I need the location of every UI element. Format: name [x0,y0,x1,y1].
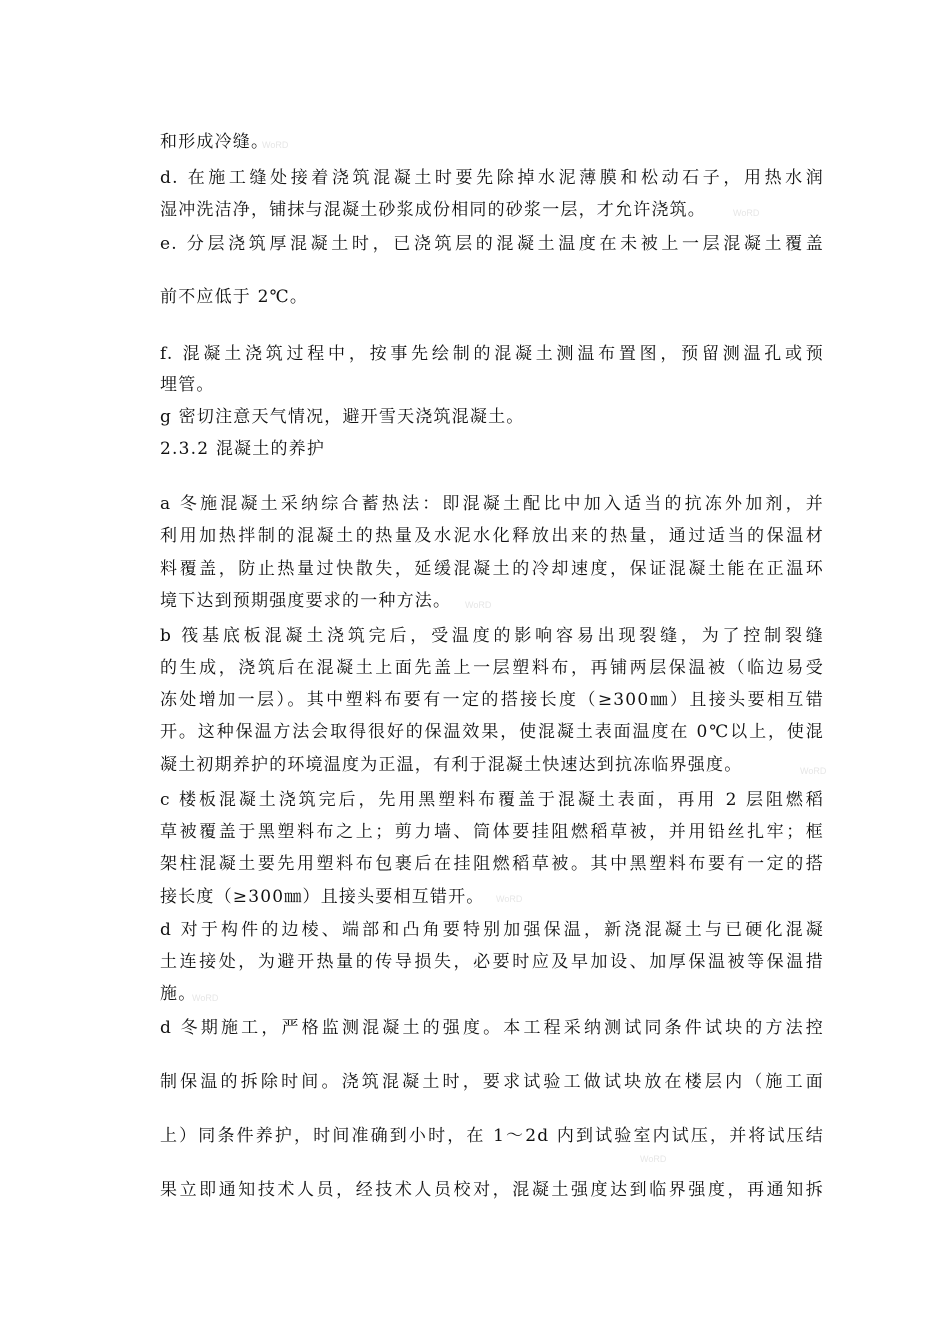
text-line: e. 分层浇筑厚混凝土时，已浇筑层的混凝土温度在未被上一层混凝土覆盖 [160,234,824,254]
text-line: 的生成，浇筑后在混凝土上面先盖上一层塑料布，再铺两层保温被（临边易受 [160,658,824,678]
text-line: 上）同条件养护，时间准确到小时，在 1～2d 内到试验室内试压，并将试压结 [160,1126,824,1146]
text-line: 架柱混凝土要先用塑料布包裹后在挂阻燃稻草被。其中黑塑料布要有一定的搭 [160,854,824,874]
text-line: 果立即通知技术人员，经技术人员校对，混凝土强度达到临界强度，再通知拆 [160,1180,824,1200]
watermark-text: WoRD [733,208,760,218]
text-line: f. 混凝土浇筑过程中，按事先绘制的混凝土测温布置图，预留测温孔或预 [160,344,824,364]
watermark-text: WoRD [465,600,492,610]
text-line: d. 在施工缝处接着浇筑混凝土时要先除掉水泥薄膜和松动石子，用热水润 [160,168,824,188]
text-line: 湿冲洗洁净，铺抹与混凝土砂浆成份相同的砂浆一层，才允许浇筑。 [160,200,706,220]
watermark-text: WoRD [496,894,523,904]
text-line: b 筏基底板混凝土浇筑完后，受温度的影响容易出现裂缝，为了控制裂缝 [160,626,824,646]
text-line: 草被覆盖于黑塑料布之上；剪力墙、筒体要挂阻燃稻草被，并用铅丝扎牢；框 [160,822,824,842]
section-heading: 2.3.2 混凝土的养护 [160,439,326,459]
watermark-text: WoRD [800,766,827,776]
text-line: 料覆盖，防止热量过快散失，延缓混凝土的冷却速度，保证混凝土能在正温环 [160,559,824,579]
watermark-text: WoRD [640,1154,667,1164]
text-line: 埋管。 [160,375,215,395]
text-line: 利用加热拌制的混凝土的热量及水泥水化释放出来的热量，通过适当的保温材 [160,526,824,546]
text-line: c 楼板混凝土浇筑完后，先用黑塑料布覆盖于混凝土表面，再用 2 层阻燃稻 [160,790,824,810]
text-line: a 冬施混凝土采纳综合蓄热法：即混凝土配比中加入适当的抗冻外加剂，并 [160,494,824,514]
text-line: 接长度（≥300㎜）且接头要相互错开。 [160,887,485,907]
text-line: 境下达到预期强度要求的一种方法。 [160,591,452,611]
text-line: 土连接处，为避开热量的传导损失，必要时应及早加设、加厚保温被等保温措 [160,952,824,972]
text-line: 制保温的拆除时间。浇筑混凝土时，要求试验工做试块放在楼层内（施工面 [160,1072,824,1092]
text-line: d 对于构件的边棱、端部和凸角要特别加强保温，新浇混凝土与已硬化混凝 [160,920,824,940]
text-line: g 密切注意天气情况，避开雪天浇筑混凝土。 [160,407,525,427]
watermark-text: WoRD [192,993,219,1003]
watermark-text: WoRD [262,140,289,150]
text-line: 开。这种保温方法会取得很好的保温效果，使混凝土表面温度在 0℃以上，使混 [160,722,824,742]
text-line: d 冬期施工，严格监测混凝土的强度。本工程采纳测试同条件试块的方法控 [160,1018,824,1038]
text-line: 冻处增加一层）。其中塑料布要有一定的搭接长度（≥300㎜）且接头要相互错 [160,690,824,710]
text-line: 施。 [160,984,197,1004]
text-line: 前不应低于 2℃。 [160,287,309,307]
text-line: 和形成冷缝。 [160,132,270,152]
text-line: 凝土初期养护的环境温度为正温，有利于混凝土快速达到抗冻临界强度。 [160,755,743,775]
